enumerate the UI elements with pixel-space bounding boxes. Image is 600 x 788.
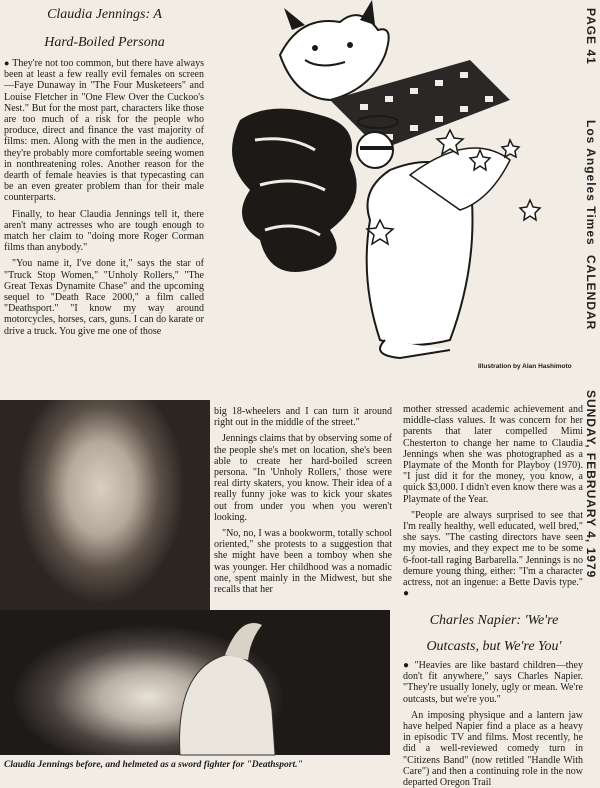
article1-paragraph-3: "You name it, I've done it," says the star of "Truck Stop Women," "Unholy Rollers," "The Great Texas Dynamite Chase" and the upcoming sequel to "Death Race 2000," a film called "Deathsport." "I know my way around motorcycles, horses, cars, guns. I can do karate or drive a truck. You give me one of those (4, 258, 204, 337)
article1-paragraph-2: Finally, to hear Claudia Jennings tell it, there aren't many actresses who are tough enough to match her claim to "doing more Roger Corman films than anybody." (4, 208, 204, 254)
article2-paragraph-1: ● "Heavies are like bastard children—they don't fit anywhere," says Charles Napier. "They're usually lonely, ugly or mean. We're outcasts, but we're you." (403, 660, 583, 705)
article2-headline-line2: Outcasts, but We're You' (426, 639, 562, 654)
section-name: CALENDAR (584, 255, 598, 331)
newspaper-name: Los Angeles Times (584, 120, 598, 246)
article1-column-1 (4, 58, 204, 342)
article1-column-2 (214, 406, 392, 600)
illustration (210, 0, 575, 375)
bullet-icon: ● (4, 58, 10, 68)
article2-headline (403, 612, 585, 656)
article1-paragraph-1 (4, 58, 204, 204)
article1-col3-paragraph-2: "People are always surprised to see that I'm really healthy, well educated, well bred," she says. "The casting directors have seen my movies, and they expect me to be some 6-foot-tall raging Barbarella." Jennings is no demure young thing, either: "I'm a character actress, not an ingenue: a Bette Davis type." ● (403, 509, 583, 600)
article1-col2-paragraph-3: "No, no, I was a bookworm, totally school oriented," she protests to a suggestion that she might have been a tomboy when she was younger. Her childhood was a nomadic one, spent mainly in the Midwest, but she recalls that her (214, 528, 392, 596)
photo-portrait (0, 400, 210, 610)
article1-col2-paragraph-1: big 18-wheelers and I can turn it around right out in the middle of the street." (214, 406, 392, 429)
issue-date: SUNDAY, FEBRUARY 4, 1979 (584, 390, 598, 579)
article2-paragraph-2: An imposing physique and a lantern jaw have helped Napier find a place as a heavy in episodic TV and films. Most recently, he did a well-reviewed comedy turn in "Citizens Band" (now retitled "Handle With Care") and then a continuing role in the now departed Oregon Trail (403, 709, 583, 788)
article1-col3-paragraph-1: mother stressed academic achievement and middle-class values. It was concern for her parents that later compelled Mimi Chesterton to change her name to Claudia Jennings when she was photographed as a Playmate of the Month for Playboy (1970). "I just did it for the money, you know, a quick $3,000. I didn't even know there was a Playmate of the Year. (403, 404, 583, 505)
article1-headline-line2: Hard-Boiled Persona (44, 35, 165, 50)
article1-paragraph-1-text: They're not too common, but there have always been at least a few really evil females on screen—Faye Dunaway in "The Four Musketeers" and Louise Fletcher in "One Flew Over the Cuckoo's Nest." But for the most part, characters like those are too much of a risk for the people who produce, direct and finance the vast majority of films: men. Along with the men in the audience, they're probably more comfortable seeing women in nonthreatening roles. Another reason for the dearth of female heavies is that typecasting can be an even greater problem than for their male counterparts. (4, 58, 205, 204)
article1-headline-line1: Claudia Jennings: A (47, 7, 162, 22)
devil-angel-illustration (210, 0, 575, 375)
illustration-credit: Illustration by Alan Hashimoto (478, 363, 572, 370)
photo-caption: Claudia Jennings before, and helmeted as a sword fighter for "Deathsport." (4, 760, 303, 770)
photo-helmet (0, 610, 390, 755)
article2-column (403, 660, 583, 788)
page-number: PAGE 41 (584, 8, 598, 65)
article1-col2-paragraph-2: Jennings claims that by observing some of the people she's met on location, she's been able to create her hard-boiled screen persona. "In 'Unholy Rollers,' those were real dirty skaters, you know. Their idea of a really funny joke was to kick your skates out from under you when you weren't looking. (214, 433, 392, 523)
article1-headline (2, 6, 207, 52)
helmet-icon (0, 610, 390, 755)
article1-column-3 (403, 404, 583, 604)
article2-headline-line1: Charles Napier: 'We're (429, 613, 559, 628)
